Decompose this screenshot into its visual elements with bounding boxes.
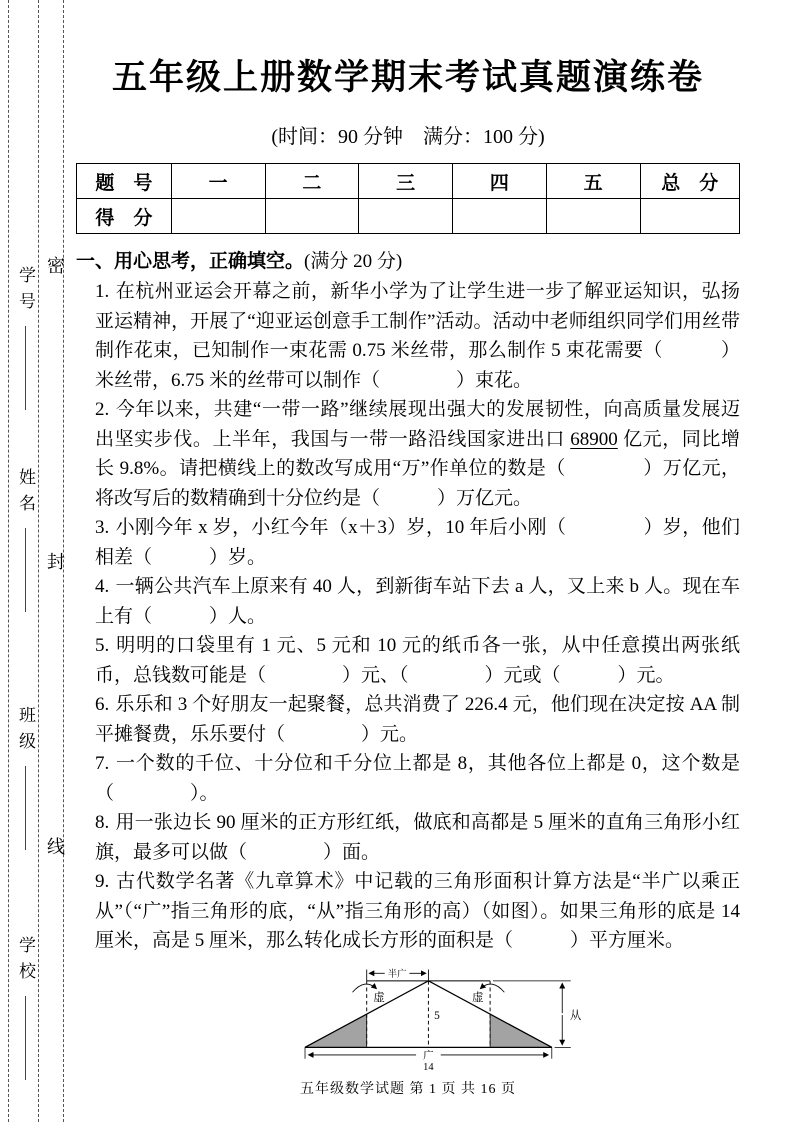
seal-char-mi: 密	[47, 256, 65, 276]
score-cell-empty	[453, 199, 547, 234]
school-label: 学校	[16, 936, 35, 988]
seal-dashed-line-inner	[38, 0, 39, 1122]
question-5-text: 明明的口袋里有 1 元、5 元和 10 元的纸币各一张，从中任意摸出两张纸币，总钱数可能是（ ）元、（ ）元或（ ）元。	[95, 635, 740, 686]
question-6-number: 6.	[95, 694, 110, 715]
question-5-number: 5.	[95, 635, 110, 656]
section-1-score-note: (满分 20 分)	[304, 251, 403, 272]
student-name-field	[13, 468, 38, 612]
rotate-arrow-right-icon	[480, 984, 504, 992]
score-row-label: 得 分	[77, 199, 172, 234]
question-list	[95, 277, 740, 956]
score-cell-empty	[359, 199, 453, 234]
question-8-number: 8.	[95, 812, 110, 833]
class-field	[13, 706, 38, 850]
question-6	[95, 690, 740, 749]
score-table-header-cell: 题 号	[77, 164, 172, 199]
score-cell-empty	[640, 199, 739, 234]
seal-char-feng: 封	[47, 552, 65, 572]
section-1-title: 一、用心思考，正确填空。	[76, 251, 305, 272]
question-4-text: 一辆公共汽车上原来有 40 人，到新街车站下去 a 人，又上来 b 人。现在车上有（ ）人。	[95, 576, 740, 627]
base-value-label: 14	[422, 1061, 434, 1072]
question-2-number: 2.	[95, 399, 110, 420]
question-6-text: 乐乐和 3 个好朋友一起聚餐，总共消费了 226.4 元，他们现在决定按 AA 制平摊餐费，乐乐要付（ ）元。	[95, 694, 740, 745]
question-2	[95, 395, 740, 513]
score-table-header-cell: 四	[453, 164, 547, 199]
score-table-header-row	[77, 164, 740, 199]
question-3-text: 小刚今年 x 岁，小红今年（x＋3）岁，10 年后小刚（ ）岁，他们相差（ ）岁。	[95, 517, 740, 568]
empty-label-right: 虚	[471, 991, 483, 1004]
score-table-header-cell: 一	[171, 164, 265, 199]
score-cell-empty	[171, 199, 265, 234]
question-9	[95, 867, 740, 956]
student-name-write-line	[25, 528, 26, 612]
triangle-to-rectangle-figure	[286, 960, 586, 1072]
question-4	[95, 572, 740, 631]
half-base-label: 半广	[387, 969, 407, 980]
student-name-label: 姓名	[16, 468, 35, 520]
score-table-score-row	[77, 199, 740, 234]
class-label: 班级	[16, 706, 35, 758]
question-9-number: 9.	[95, 871, 110, 892]
score-table-header-cell: 五	[546, 164, 640, 199]
section-1-heading	[76, 246, 740, 273]
question-7-number: 7.	[95, 753, 110, 774]
question-1	[95, 277, 740, 395]
question-4-number: 4.	[95, 576, 110, 597]
exam-title: 五年级上册数学期末考试真题演练卷	[111, 58, 704, 97]
question-9-text: 古代数学名著《九章算术》中记载的三角形面积计算方法是“半广以乘正从”（“广”指三角形的底，“从”指三角形的高）（如图）。如果三角形的底是 14 厘米，高是 5 厘米，那么转化成长方形的面积是（ ）平方厘米。	[95, 871, 740, 951]
question-8	[95, 808, 740, 867]
question-1-text: 在杭州亚运会开幕之前，新华小学为了让学生进一步了解亚运知识，弘扬亚运精神，开展了“迎亚运创意手工制作”活动。活动中老师组织同学们用丝带制作花束，已知制作一束花需 0.75 米丝带，那么制作 5 束花需要（ ）米丝带，6.75 米的丝带可以制作（ ）束花。	[95, 281, 740, 391]
score-table-header-cell: 三	[359, 164, 453, 199]
exam-time-score-info: (时间：90 分钟 满分：100 分)	[271, 126, 545, 148]
empty-label-left: 虚	[372, 991, 385, 1004]
student-number-field	[13, 266, 38, 410]
question-3	[95, 513, 740, 572]
base-name-label: 广	[422, 1050, 434, 1062]
student-number-label: 学号	[16, 266, 35, 318]
question-1-number: 1.	[95, 281, 110, 302]
question-5	[95, 631, 740, 690]
question-7-text: 一个数的千位、十分位和千分位上都是 8，其他各位上都是 0，这个数是（ ）。	[95, 753, 740, 804]
score-table-header-cell: 二	[265, 164, 359, 199]
question-2-text-after: 亿元，同比增长 9.8%。请把横线上的数改写成用“万”作单位的数是（ ）万亿元，将改写后的数精确到十分位约是（ ）万亿元。	[95, 428, 740, 509]
height-value-label: 5	[433, 1009, 440, 1022]
score-cell-empty	[546, 199, 640, 234]
question-2-underlined-number: 68900	[570, 428, 618, 450]
score-table-header-cell: 总 分	[640, 164, 739, 199]
page-edge-dashed-line	[8, 0, 9, 1122]
question-2-text-before: 今年以来，共建“一带一路”继续展现出强大的发展韧性，向高质量发展迈出坚实步伐。上半年，我国与一带一路沿线国家进出口	[95, 399, 740, 450]
score-cell-empty	[265, 199, 359, 234]
score-table	[76, 163, 740, 234]
question-3-number: 3.	[95, 517, 110, 538]
question-8-text: 用一张边长 90 厘米的正方形红纸，做底和高都是 5 厘米的直角三角形小红旗，最多可以做（ ）面。	[95, 812, 740, 863]
school-field	[13, 936, 38, 1080]
question-7	[95, 749, 740, 808]
class-write-line	[25, 766, 26, 850]
figure-wrap	[76, 960, 740, 1077]
page-footer: 五年级数学试题 第 1 页 共 16 页	[300, 1082, 516, 1097]
seal-char-xian: 线	[47, 837, 65, 857]
school-write-line	[25, 996, 26, 1080]
paper-content	[76, 0, 740, 1077]
student-number-write-line	[25, 326, 26, 410]
height-name-label: 从	[569, 1009, 581, 1022]
